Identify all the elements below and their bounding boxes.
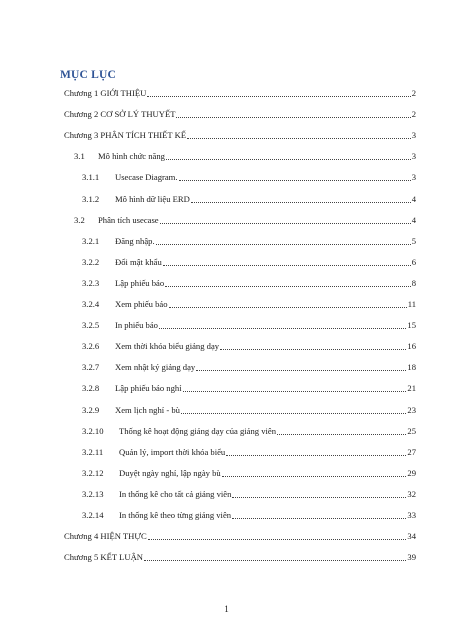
toc-entry-page: 11	[407, 299, 416, 309]
toc-entry-page: 39	[407, 552, 416, 563]
toc-entry-label: Lập phiếu báo nghỉ	[115, 383, 182, 394]
toc-entry-number: 3.2.1	[82, 235, 100, 246]
toc-entry-label: Mô hình dữ liệu ERD	[115, 193, 190, 204]
toc-entry[interactable]	[64, 128, 416, 141]
toc-entry-label: Xem lịch nghỉ - bù	[115, 404, 180, 415]
toc-entry[interactable]	[82, 508, 416, 521]
toc-entry[interactable]	[64, 107, 416, 120]
toc-dot-leader	[187, 138, 411, 139]
toc-dot-leader	[159, 328, 406, 329]
toc-dot-leader	[163, 265, 411, 266]
toc-entry-page: 2	[411, 88, 416, 98]
page-number: 1	[224, 604, 229, 614]
toc-entry-number: 3.2.4	[82, 299, 100, 309]
toc-dot-leader	[148, 539, 407, 540]
toc-entry-label: Xem phiếu báo	[115, 299, 168, 309]
toc-dot-leader	[147, 96, 410, 97]
toc-dot-leader	[232, 497, 406, 498]
toc-entry-number: 3.2.6	[82, 341, 100, 352]
toc-dot-leader	[222, 476, 407, 477]
toc-entry[interactable]	[82, 487, 416, 500]
toc-entry[interactable]	[64, 550, 416, 563]
toc-entry-label: Quản lý, import thời khóa biểu	[119, 446, 226, 457]
toc-entry-number: 3.2.9	[82, 404, 100, 415]
toc-entry-page: 33	[407, 510, 416, 520]
toc-dot-leader	[220, 349, 406, 350]
toc-entry-number: 3.2.14	[82, 510, 104, 520]
toc-dot-leader	[232, 518, 406, 519]
toc-entry-page: 2	[411, 109, 416, 120]
toc-entry[interactable]	[82, 318, 416, 331]
toc-entry-number: 3.2.11	[82, 446, 104, 457]
toc-dot-leader	[196, 370, 406, 371]
toc-entry-number: 3.1.1	[82, 172, 100, 183]
toc-entry-label: Duyệt ngày nghỉ, lập ngày bù	[119, 467, 221, 478]
toc-entry[interactable]	[82, 360, 416, 373]
toc-entry-page: 34	[407, 531, 416, 542]
toc-dot-leader	[226, 455, 406, 456]
toc-dot-leader	[277, 434, 406, 435]
toc-entry-label: Đổi mật khẩu	[115, 256, 162, 267]
toc-entry-number: 3.2.3	[82, 277, 100, 288]
toc-entry-label: Mô hình chức năng	[98, 151, 165, 162]
toc-entry-number: 3.2.10	[82, 425, 104, 436]
toc-entry[interactable]	[74, 213, 416, 226]
toc-entry-page: 16	[407, 341, 416, 352]
toc-entry[interactable]	[74, 149, 416, 162]
toc-entry[interactable]	[82, 170, 416, 183]
toc-dot-leader	[144, 560, 406, 561]
toc-entry-page: 4	[411, 193, 416, 204]
toc-entry-label: Chương 2 CƠ SỞ LÝ THUYẾT	[64, 109, 176, 120]
toc-entry-page: 3	[411, 151, 416, 162]
toc-entry-label: In thống kê theo từng giảng viên	[119, 510, 232, 520]
toc-entry-page: 5	[411, 235, 416, 246]
toc-entry-page: 21	[407, 383, 416, 394]
toc-entry-number: 3.2.7	[82, 362, 100, 373]
toc-entry[interactable]	[82, 192, 416, 205]
toc-entry-label: In thống kê cho tất cả giảng viên	[119, 488, 232, 499]
toc-entry-page: 18	[407, 362, 416, 373]
toc-entry-label: Xem thời khóa biểu giảng dạy	[115, 341, 220, 352]
toc-entry[interactable]	[82, 424, 416, 437]
toc-entry-number: 3.2.8	[82, 383, 100, 394]
toc-entry[interactable]	[82, 403, 416, 416]
toc-entry-label: Chương 3 PHÂN TÍCH THIẾT KẾ	[64, 130, 187, 141]
toc-entry-label: Đăng nhập.	[115, 235, 155, 246]
toc-entry-number: 3.2	[74, 214, 85, 225]
toc-entry-page: 4	[411, 214, 416, 225]
toc-entry-number: 3.2.5	[82, 320, 100, 331]
toc-entry-label: Chương 4 HIỆN THỰC	[64, 531, 147, 542]
toc-entry-page: 15	[407, 320, 416, 331]
toc-entry[interactable]	[82, 445, 416, 458]
toc-dot-leader	[183, 391, 407, 392]
toc-entry-page: 23	[407, 404, 416, 415]
toc-entry-page: 8	[411, 277, 416, 288]
toc-entry[interactable]	[82, 276, 416, 289]
toc-entry-number: 3.1.2	[82, 193, 100, 204]
toc-entry-page: 3	[411, 130, 416, 141]
toc-entry-page: 32	[407, 488, 416, 499]
toc-entry-label: Phân tích usecase	[98, 214, 159, 225]
toc-entry-label: Chương 5 KẾT LUẬN	[64, 552, 143, 563]
toc-entry[interactable]	[82, 381, 416, 394]
toc-entry-page: 27	[407, 446, 416, 457]
toc-entry-label: Thống kê hoạt động giảng dạy của giảng viên	[119, 425, 277, 436]
toc-entry[interactable]	[82, 255, 416, 268]
toc-entry-page: 3	[411, 172, 416, 183]
toc-dot-leader	[160, 223, 411, 224]
toc-dot-leader	[165, 286, 411, 287]
toc-dot-leader	[191, 202, 411, 203]
toc-entry-number: 3.2.2	[82, 256, 100, 267]
toc-entry-page: 29	[407, 467, 416, 478]
toc-entry-label: In phiếu báo	[115, 320, 158, 331]
toc-entry[interactable]	[64, 86, 416, 99]
toc-dot-leader	[166, 159, 411, 160]
toc-entry[interactable]	[82, 339, 416, 352]
toc-entry-number: 3.1	[74, 151, 85, 162]
toc-dot-leader	[179, 180, 411, 181]
toc-entry[interactable]	[82, 234, 416, 247]
toc-entry-page: 25	[407, 425, 416, 436]
toc-entry-number: 3.2.13	[82, 488, 104, 499]
toc-title: MỤC LỤC	[60, 69, 117, 81]
toc-entry-label: Lập phiếu báo	[115, 277, 165, 288]
toc-entry-label: Chương 1 GIỚI THIỆU	[64, 88, 147, 98]
toc-entry[interactable]	[82, 297, 416, 310]
toc-entry[interactable]	[82, 466, 416, 479]
toc-entry-label: Xem nhật ký giảng dạy	[115, 362, 196, 373]
toc-entry[interactable]	[64, 529, 416, 542]
toc-entry-label: Usecase Diagram.	[115, 172, 178, 183]
toc-dot-leader	[169, 307, 407, 308]
toc-entry-page: 6	[411, 256, 416, 267]
toc-dot-leader	[176, 117, 410, 118]
toc-entry-number: 3.2.12	[82, 467, 104, 478]
toc-dot-leader	[181, 413, 406, 414]
toc-dot-leader	[156, 244, 411, 245]
